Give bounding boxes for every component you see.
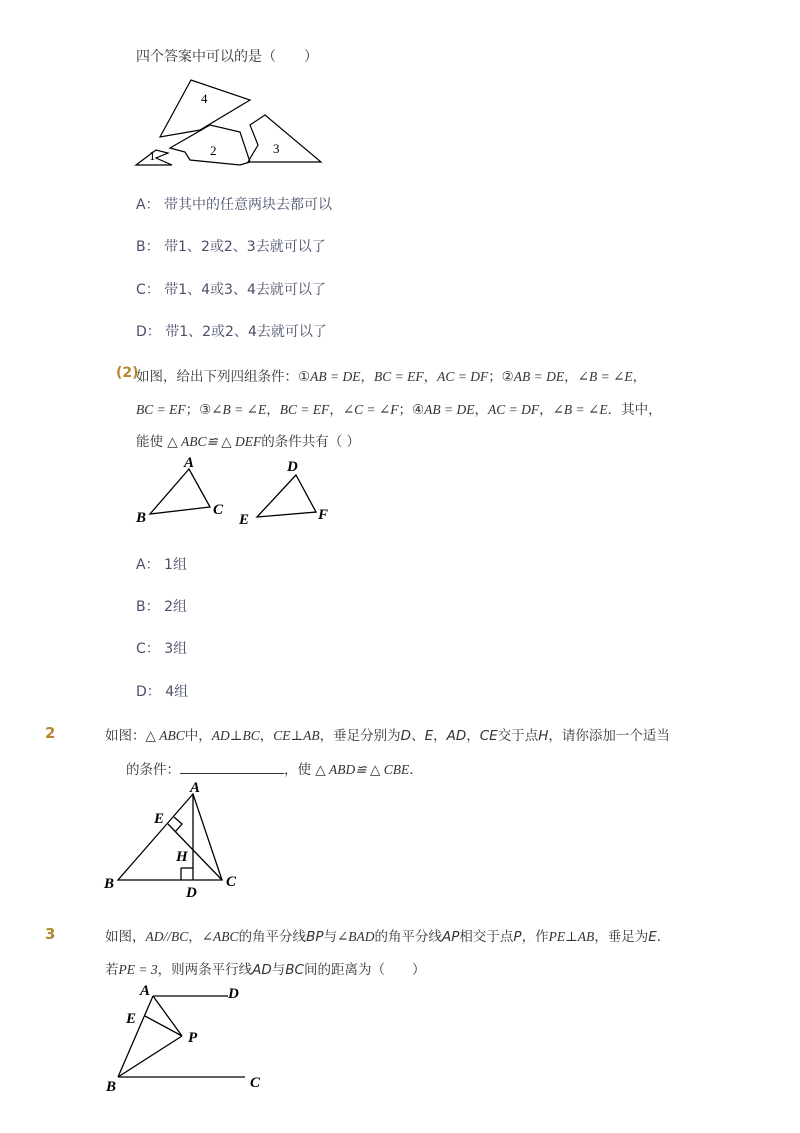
- label-p: P: [188, 1030, 198, 1046]
- option-letter: C：: [136, 641, 160, 657]
- q1-part1-option-a[interactable]: [136, 194, 332, 214]
- q3-parallel-lines-figure: [100, 976, 275, 1101]
- option-text: 2组: [164, 599, 187, 615]
- label-d: D: [287, 459, 298, 475]
- label-e: E: [126, 1011, 137, 1027]
- q1-part2-triangles-figure: [130, 452, 340, 532]
- option-letter: A：: [136, 557, 160, 573]
- right-angle-e: [174, 817, 182, 832]
- q1-part1-figure-pieces: [130, 70, 330, 170]
- bisector-bp: [118, 1036, 182, 1077]
- option-letter: D：: [136, 684, 161, 700]
- q2-answer-blank[interactable]: [180, 761, 284, 774]
- triangle-abc: [150, 469, 210, 514]
- triangle-abc: [118, 794, 222, 880]
- piece-4-label: 4: [201, 91, 208, 106]
- piece-3: [248, 115, 321, 162]
- label-b: B: [136, 510, 147, 526]
- q1-part1-intro: 四个答案中可以的是（ ）: [136, 49, 318, 65]
- label-a: A: [190, 780, 201, 796]
- q3-line2: 若PE = 3，则两条平行线AD与BC间的距离为（ ）: [105, 962, 426, 978]
- label-b: B: [106, 1079, 117, 1095]
- label-e: E: [154, 811, 165, 827]
- q2-line1: 如图：△ ABC中，AD⊥BC，CE⊥AB，垂足分别为D、E，AD，CE交于点H，请你添加一个适当: [105, 728, 670, 744]
- label-a: A: [184, 455, 195, 471]
- label-e: E: [239, 512, 250, 528]
- option-text: 带1、2或2、3去就可以了: [164, 239, 326, 255]
- q1-part2-option-a[interactable]: [136, 554, 187, 574]
- option-text: 3组: [164, 641, 188, 657]
- q1-part2-option-d[interactable]: [136, 681, 188, 701]
- label-h: H: [176, 849, 188, 865]
- piece-1-label: 1: [149, 148, 156, 163]
- option-text: 带1、4或3、4去就可以了: [164, 282, 326, 298]
- label-d: D: [228, 986, 239, 1002]
- option-text: 带1、2或2、4去就可以了: [165, 324, 327, 340]
- q3-line1: 如图，AD//BC，∠ABC的角平分线BP与∠BAD的角平分线AP相交于点P，作PE⊥AB，垂足为E．: [105, 929, 671, 945]
- option-text: 4组: [165, 684, 189, 700]
- option-text: 带其中的任意两块去都可以: [164, 197, 333, 213]
- bisector-ap: [153, 996, 182, 1036]
- triangle-def: [257, 475, 316, 517]
- label-d: D: [186, 885, 197, 901]
- option-letter: B：: [136, 599, 160, 615]
- q1-part2-line3: 能使 △ ABC≌ △ DEF的条件共有（ ）: [136, 434, 361, 450]
- label-a: A: [140, 983, 151, 999]
- option-letter: C：: [136, 282, 160, 298]
- q2-number: 2: [45, 724, 56, 742]
- q3-number: 3: [45, 925, 56, 943]
- label-c: C: [213, 502, 224, 518]
- option-letter: B：: [136, 239, 160, 255]
- q2-line2: 的条件： ，使 △ ABD≌ △ CBE．: [126, 762, 423, 778]
- piece-3-label: 3: [273, 141, 280, 156]
- label-b: B: [104, 876, 115, 892]
- perpendicular-pe: [145, 1016, 182, 1036]
- line-ab: [118, 996, 153, 1077]
- q1-part2-number: (2): [116, 365, 139, 381]
- q1-part1-option-b[interactable]: [136, 236, 326, 256]
- option-letter: D：: [136, 324, 161, 340]
- label-f: F: [318, 507, 329, 523]
- label-c: C: [226, 874, 237, 890]
- q1-part2-line2: BC = EF；③∠B = ∠E，BC = EF，∠C = ∠F；④AB = DE，AC = DF，∠B = ∠E．其中，: [136, 402, 662, 418]
- q1-part2-option-c[interactable]: [136, 638, 187, 658]
- q1-part2-option-b[interactable]: [136, 596, 187, 616]
- option-letter: A：: [136, 197, 160, 213]
- q1-part1-option-d[interactable]: [136, 321, 327, 341]
- piece-2-label: 2: [210, 143, 217, 158]
- q2-triangle-figure: [100, 776, 250, 901]
- option-text: 1组: [164, 557, 187, 573]
- label-c: C: [250, 1075, 261, 1091]
- q1-part2-line1: 如图，给出下列四组条件：①AB = DE，BC = EF，AC = DF；②AB = DE，∠B = ∠E，: [136, 369, 647, 385]
- q1-part1-option-c[interactable]: [136, 279, 326, 299]
